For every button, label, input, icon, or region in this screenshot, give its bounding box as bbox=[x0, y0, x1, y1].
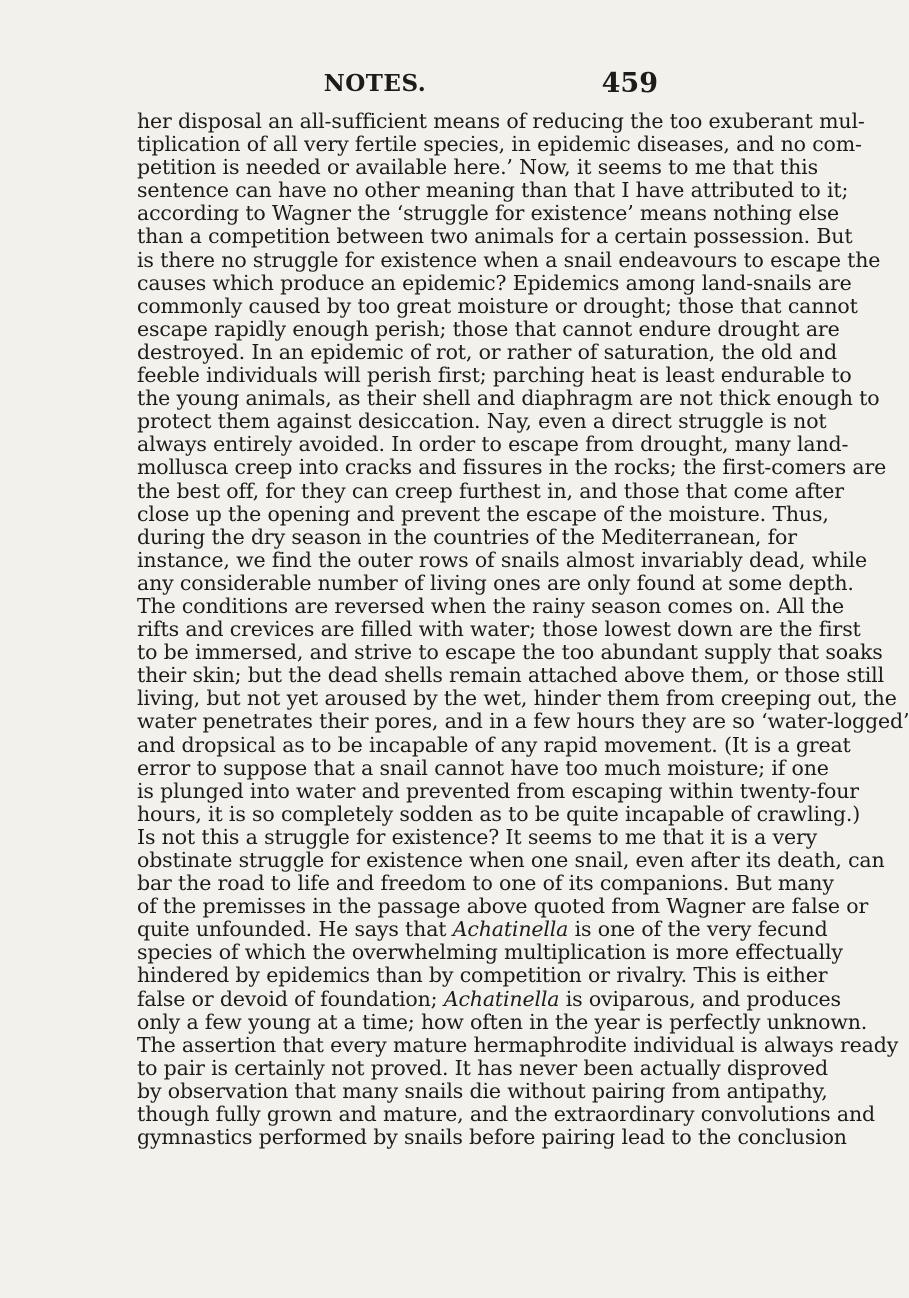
text-line: always entirely avoided. In order to escape from drought, many land- bbox=[137, 432, 849, 457]
text-line: Is not this a struggle for existence? It seems to me that it is a very bbox=[137, 824, 818, 849]
text-line: is plunged into water and prevented from escaping within twenty-four bbox=[137, 778, 859, 803]
text-line: living, but not yet aroused by the wet, hinder them from creeping out, the bbox=[137, 686, 897, 711]
text-line: their skin; but the dead shells remain attached above them, or those still bbox=[137, 663, 885, 688]
text-line: any considerable number of living ones are only found at some depth. bbox=[137, 570, 854, 595]
text-line: though fully grown and mature, and the extraordinary convolutions and bbox=[137, 1102, 876, 1127]
text-line: sentence can have no other meaning than that I have attributed to it; bbox=[137, 178, 849, 203]
text-line: and dropsical as to be incapable of any rapid movement. (It is a great bbox=[137, 732, 851, 757]
text-line: petition is needed or available here.’ Now, it seems to me that this bbox=[137, 155, 818, 180]
text-line: feeble individuals will perish first; parching heat is least endurable to bbox=[137, 363, 852, 388]
text-line: hindered by epidemics than by competition or rivalry. This is either bbox=[137, 963, 828, 988]
text-line: is there no struggle for existence when a snail endeavours to escape the bbox=[137, 247, 881, 272]
text-line: error to suppose that a snail cannot have too much moisture; if one bbox=[137, 755, 829, 780]
text-line: destroyed. In an epidemic of rot, or rather of saturation, the old and bbox=[137, 339, 837, 364]
text-line: to pair is certainly not proved. It has never been actually disproved bbox=[137, 1055, 828, 1080]
text-line: tiplication of all very fertile species, in epidemic diseases, and no com- bbox=[137, 132, 862, 157]
text-line: The conditions are reversed when the rainy season comes on. All the bbox=[137, 593, 844, 618]
text-line: bar the road to life and freedom to one of its companions. But many bbox=[137, 871, 834, 896]
running-head: NOTES. bbox=[323, 70, 427, 97]
text-line: commonly caused by too great moisture or drought; those that cannot bbox=[137, 293, 858, 318]
text-line: the young animals, as their shell and diaphragm are not thick enough to bbox=[137, 386, 880, 411]
text-line: mollusca creep into cracks and fissures in the rocks; the first-comers are bbox=[137, 455, 887, 480]
text-line: than a competition between two animals for a certain possession. But bbox=[137, 224, 853, 249]
page-header bbox=[250, 68, 658, 108]
text-line: causes which produce an epidemic? Epidemics among land-snails are bbox=[137, 270, 852, 295]
text-line: escape rapidly enough perish; those that cannot endure drought are bbox=[137, 316, 840, 341]
text-line: her disposal an all-sufficient means of reducing the too exuberant mul- bbox=[137, 109, 865, 133]
text-line: of the premisses in the passage above quoted from Wagner are false or bbox=[137, 894, 869, 919]
text-line: quite unfounded. He says that Achatinella is one of the very fecund bbox=[137, 917, 828, 942]
text-line: false or devoid of foundation; Achatinella is oviparous, and produces bbox=[137, 986, 841, 1011]
text-line: gymnastics performed by snails before pairing lead to the conclusion bbox=[137, 1125, 847, 1150]
page-number: 459 bbox=[601, 68, 658, 99]
text-line: to be immersed, and strive to escape the too abundant supply that soaks bbox=[137, 640, 883, 665]
body-text bbox=[137, 109, 909, 1150]
text-line: protect them against desiccation. Nay, even a direct struggle is not bbox=[137, 409, 827, 434]
text-line: water penetrates their pores, and in a few hours they are so ‘water-logged’ bbox=[137, 709, 909, 734]
text-line: according to Wagner the ‘struggle for existence’ means nothing else bbox=[137, 201, 839, 226]
text-line: the best off, for they can creep furthest in, and those that come after bbox=[137, 478, 844, 503]
text-line: hours, it is so completely sodden as to be quite incapable of crawling.) bbox=[137, 801, 861, 826]
text-line: instance, we find the outer rows of snails almost invariably dead, while bbox=[137, 547, 867, 572]
text-line: obstinate struggle for existence when one snail, even after its death, can bbox=[137, 848, 885, 872]
text-line: only a few young at a time; how often in the year is perfectly unknown. bbox=[137, 1009, 868, 1034]
text-line: during the dry season in the countries of the Mediterranean, for bbox=[137, 524, 797, 549]
text-line: species of which the overwhelming multiplication is more effectually bbox=[137, 940, 843, 965]
text-line: by observation that many snails die without pairing from antipathy, bbox=[137, 1078, 828, 1103]
text-line: rifts and crevices are filled with water; those lowest down are the first bbox=[137, 617, 861, 642]
text-line: close up the opening and prevent the escape of the moisture. Thus, bbox=[137, 501, 829, 526]
text-line: The assertion that every mature hermaphrodite individual is always ready bbox=[137, 1032, 899, 1057]
